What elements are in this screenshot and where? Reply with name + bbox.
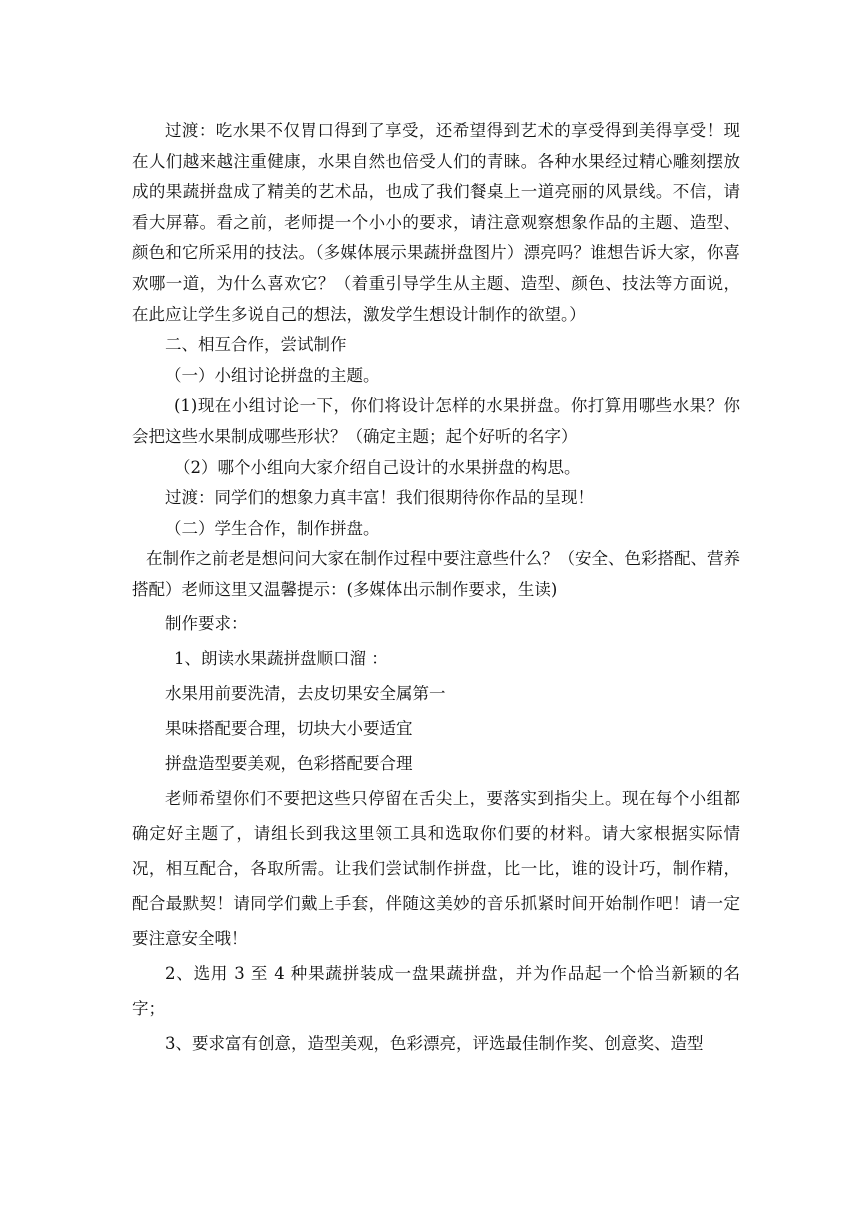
paragraph-transition-intro: 过渡：吃水果不仅胃口得到了享受，还希望得到艺术的享受得到美得享受！现在人们越来越注重健康，水果自然也倍受人们的青睐。各种水果经过精心雕刻摆放成的果蔬拼盘成了精美的艺术品，也成了我们餐桌上一道亮丽的风景线。不信，请看大屏幕。看之前，老师提一个小小的要求，请注意观察想象作品的主题、造型、颜色和它所采用的技法。（多媒体展示果蔬拼盘图片）漂亮吗？谁想告诉大家，你喜欢哪一道，为什么喜欢它？（着重引导学生从主题、造型、颜色、技法等方面说，在此应让学生多说自己的想法，激发学生想设计制作的欲望。） bbox=[132, 121, 740, 324]
requirement-1: 1、朗读水果蔬拼盘顺口溜 ： bbox=[174, 648, 388, 668]
document-body bbox=[132, 116, 740, 1061]
rhyme-line-1: 水果用前要洗清，去皮切果安全属第一 bbox=[165, 683, 446, 703]
subheading-student-cooperation: （二）学生合作，制作拼盘。 bbox=[165, 518, 380, 538]
paragraph-teacher-hope: 老师希望你们不要把这些只停留在舌尖上，要落实到指尖上。现在每个小组都确定好主题了，请组长到我这里领工具和选取你们要的材料。请大家根据实际情况，相互配合，各取所需。让我们尝试制作拼盘，比一比，谁的设计巧，制作精，配合最默契！请同学们戴上手套，伴随这美妙的音乐抓紧时间开始制作吧！请一定要注意安全哦！ bbox=[132, 788, 740, 948]
rhyme-line-2: 果味搭配要合理，切块大小要适宜 bbox=[165, 718, 413, 738]
paragraph-discussion-2: （2）哪个小组向大家介绍自己设计的水果拼盘的构思。 bbox=[174, 457, 581, 477]
paragraph-before-making: 在制作之前老是想问问大家在制作过程中要注意些什么？（安全、色彩搭配、营养搭配）老师这里又温馨提示：(多媒体出示制作要求，生读) bbox=[132, 549, 740, 599]
requirement-3: 3、要求富有创意，造型美观，色彩漂亮，评选最佳制作奖、创意奖、造型 bbox=[165, 1033, 704, 1053]
paragraph-discussion-1: (1)现在小组讨论一下，你们将设计怎样的水果拼盘。你打算用哪些水果？你会把这些水果制成哪些形状？（确定主题；起个好听的名字） bbox=[132, 396, 740, 446]
requirement-2: 2、选用 3 至 4 种果蔬拼装成一盘果蔬拼盘，并为作品起一个恰当新颖的名字； bbox=[132, 963, 740, 1018]
rhyme-line-3: 拼盘造型要美观，色彩搭配要合理 bbox=[165, 753, 413, 773]
heading-requirements: 制作要求： bbox=[165, 613, 248, 633]
subheading-group-discussion: （一）小组讨论拼盘的主题。 bbox=[165, 365, 380, 385]
section-heading-cooperation: 二、相互合作，尝试制作 bbox=[165, 335, 347, 355]
paragraph-transition-imagination: 过渡：同学们的想象力真丰富！我们很期待你作品的呈现！ bbox=[165, 488, 594, 508]
